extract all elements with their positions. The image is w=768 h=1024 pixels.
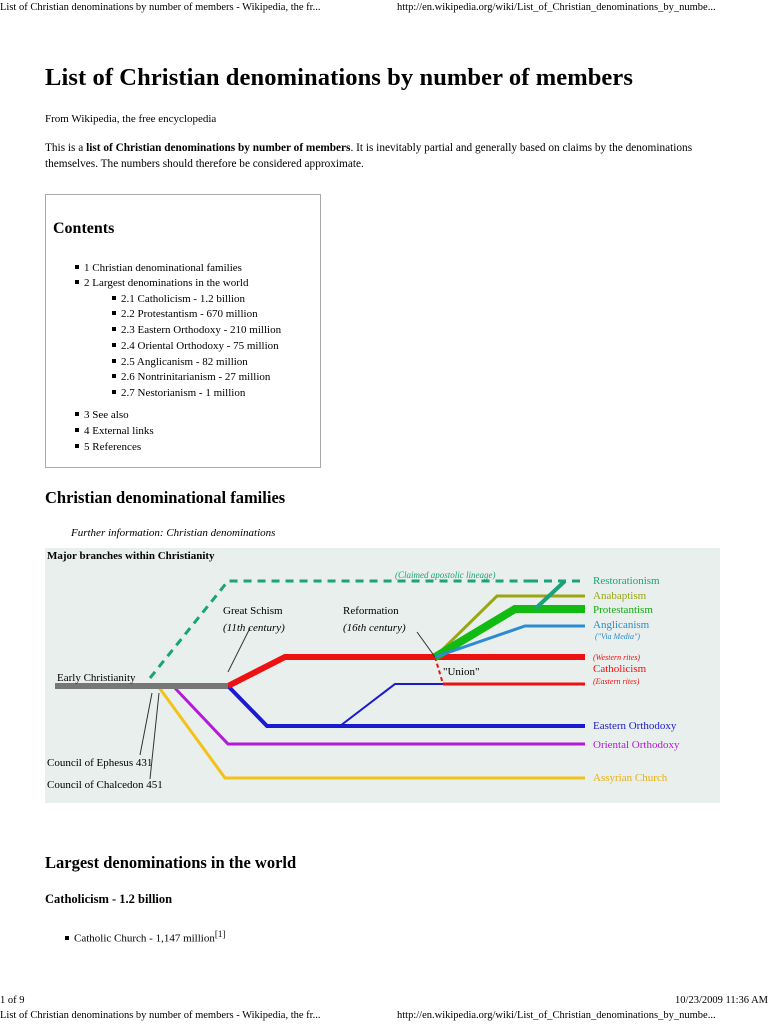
label-anabaptism: Anabaptism — [593, 590, 647, 602]
toc-item[interactable] — [75, 440, 141, 454]
label-restorationism: Restorationism — [593, 575, 660, 587]
intro-paragraph — [45, 141, 735, 172]
print-header-url: http://en.wikipedia.org/wiki/List_of_Christian_denominations_by_numbe... — [397, 1010, 716, 1021]
toc-item[interactable] — [112, 307, 258, 321]
print-header-title: List of Christian denominations by number of members - Wikipedia, the fr... — [0, 1010, 321, 1021]
page-title: List of Christian denominations by number of members — [45, 64, 634, 91]
print-header-url: http://en.wikipedia.org/wiki/List_of_Christian_denominations_by_numbe... — [397, 2, 716, 13]
label-reformation-date: (16th century) — [343, 622, 406, 634]
from-wikipedia-line: From Wikipedia, the free encyclopedia — [45, 113, 217, 125]
toc-item[interactable] — [112, 370, 270, 384]
diagram-title: Major branches within Christianity — [47, 550, 215, 562]
toc-item[interactable] — [75, 424, 154, 438]
label-great-schism-date: (11th century) — [223, 622, 285, 634]
bullet-icon — [75, 280, 79, 284]
toc-link[interactable]: 2.5 Anglicanism - 82 million — [121, 356, 248, 368]
list-item — [65, 929, 225, 945]
bullet-icon — [112, 390, 116, 394]
bullet-icon — [112, 374, 116, 378]
toc-item[interactable] — [75, 276, 248, 290]
print-header-title: List of Christian denominations by number of members - Wikipedia, the fr... — [0, 2, 321, 13]
reference-link[interactable]: [1] — [214, 929, 226, 939]
christianity-branches-diagram — [45, 548, 720, 803]
toc-item[interactable] — [75, 408, 129, 422]
toc-link[interactable]: 4 External links — [84, 425, 154, 437]
section-heading-families: Christian denominational families — [45, 488, 286, 507]
print-timestamp: 10/23/2009 11:36 AM — [675, 995, 768, 1006]
intro-prefix: This is a — [45, 142, 87, 154]
toc-link[interactable]: 2.7 Nestorianism - 1 million — [121, 387, 246, 399]
toc-item[interactable] — [112, 355, 248, 369]
intro-bold: list of Christian denominations by number of members — [86, 142, 351, 154]
toc-link[interactable]: 2.4 Oriental Orthodoxy - 75 million — [121, 340, 279, 352]
label-western-rites: (Western rites) — [593, 653, 641, 662]
label-early-christianity: Early Christianity — [57, 672, 136, 684]
bullet-icon — [112, 327, 116, 331]
further-information-note[interactable]: Further information: Christian denominations — [71, 527, 276, 539]
label-ephesus: Council of Ephesus 431 — [47, 757, 153, 769]
bullet-icon — [65, 936, 69, 940]
toc-link[interactable]: 2.6 Nontrinitarianism - 27 million — [121, 371, 271, 383]
label-union: "Union" — [443, 666, 480, 678]
toc-item[interactable] — [112, 292, 245, 306]
label-great-schism: Great Schism — [223, 605, 283, 617]
toc-link[interactable]: 2.2 Protestantism - 670 million — [121, 308, 258, 320]
label-assyrian-church: Assyrian Church — [593, 772, 668, 784]
label-claimed-lineage: (Claimed apostolic lineage) — [395, 570, 496, 580]
bullet-icon — [75, 265, 79, 269]
toc-item[interactable] — [75, 261, 242, 275]
label-protestantism: Protestantism — [593, 604, 653, 616]
label-eastern-orthodoxy: Eastern Orthodoxy — [593, 720, 677, 732]
toc-link[interactable]: 5 References — [84, 441, 142, 453]
page-count: 1 of 9 — [0, 995, 25, 1006]
label-catholicism: Catholicism — [593, 663, 647, 675]
bullet-icon — [112, 311, 116, 315]
toc-link[interactable]: 3 See also — [84, 409, 129, 421]
bullet-icon — [112, 359, 116, 363]
label-reformation: Reformation — [343, 605, 399, 617]
toc-link[interactable]: 1 Christian denominational families — [84, 262, 242, 274]
toc-link[interactable]: 2.1 Catholicism - 1.2 billion — [121, 293, 246, 305]
label-eastern-rites: (Eastern rites) — [593, 677, 640, 686]
label-via-media: ("Via Media") — [595, 632, 640, 641]
subsection-heading-catholicism: Catholicism - 1.2 billion — [45, 892, 173, 906]
bullet-icon — [75, 412, 79, 416]
toc-item[interactable] — [112, 339, 279, 353]
toc-link[interactable]: 2 Largest denominations in the world — [84, 277, 249, 289]
toc-item[interactable] — [112, 386, 245, 400]
table-of-contents — [45, 194, 321, 468]
toc-link[interactable]: 2.3 Eastern Orthodoxy - 210 million — [121, 324, 282, 336]
bullet-icon — [75, 428, 79, 432]
section-heading-largest: Largest denominations in the world — [45, 853, 297, 872]
toc-title: Contents — [53, 220, 115, 237]
toc-item[interactable] — [112, 323, 281, 337]
bullet-icon — [75, 444, 79, 448]
label-oriental-orthodoxy: Oriental Orthodoxy — [593, 739, 680, 751]
catholic-church-link[interactable]: Catholic Church - 1,147 million — [74, 932, 215, 945]
intro-rest: . It is inevitably partial and generally based on claims by the denominations themselves. The numbers should therefore be considered approximate. — [45, 142, 693, 170]
bullet-icon — [112, 296, 116, 300]
label-chalcedon: Council of Chalcedon 451 — [47, 779, 163, 791]
label-anglicanism: Anglicanism — [593, 619, 650, 631]
bullet-icon — [112, 343, 116, 347]
